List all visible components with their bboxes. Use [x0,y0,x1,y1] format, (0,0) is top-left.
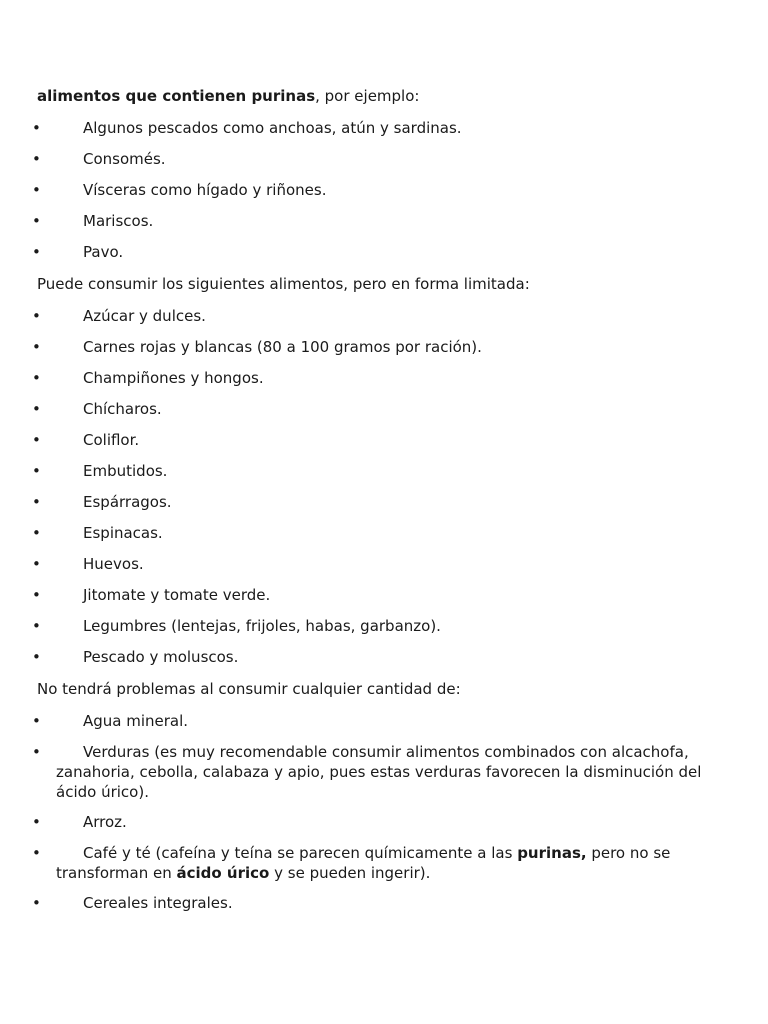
bullet-icon: • [32,743,41,761]
bold-term: purinas, [517,844,587,862]
section-intro-limited: Puede consumir los siguientes alimentos, pero en forma limitada: [37,275,530,293]
list-item: • Carnes rojas y blancas (80 a 100 gramos por ración). [32,338,482,356]
bold-term: ácido úrico [176,864,270,882]
bullet-icon: • [32,648,41,666]
bold-term: alimentos que contienen purinas [37,87,316,105]
list-item: • Verduras (es muy recomendable consumir alimentos combinados con alcachofa, zanahoria, cebolla, calabaza y apio, pues estas verduras favorecen la disminución del ácido úrico). [32,743,702,801]
bullet-icon: • [32,431,41,449]
list-item: • Vísceras como hígado y riñones. [32,181,327,199]
bullet-icon: • [32,462,41,480]
bullet-icon: • [32,813,41,831]
bullet-icon: • [32,555,41,573]
bullet-icon: • [32,369,41,387]
bullet-icon: • [32,181,41,199]
list-item: • Mariscos. [32,212,154,230]
list-item: • Espinacas. [32,524,163,542]
bullet-icon: • [32,524,41,542]
bullet-icon: • [32,712,41,730]
list-item: • Pescado y moluscos. [32,648,239,666]
list-item: • Jitomate y tomate verde. [32,586,271,604]
list-item: • Champiñones y hongos. [32,369,264,387]
bullet-icon: • [32,617,41,635]
list-item: • Arroz. [32,813,127,831]
list-item: • Café y té (cafeína y teína se parecen químicamente a las purinas, pero no se transforman en ácido úrico y se pueden ingerir). [32,844,671,882]
bullet-icon: • [32,119,41,137]
list-item: • Espárragos. [32,493,172,511]
list-item: • Consomés. [32,150,166,168]
bullet-icon: • [32,150,41,168]
bullet-icon: • [32,493,41,511]
bullet-icon: • [32,586,41,604]
bullet-icon: • [32,338,41,356]
list-item: • Azúcar y dulces. [32,307,206,325]
list-item: • Coliflor. [32,431,140,449]
list-item: • Embutidos. [32,462,168,480]
list-item: • Huevos. [32,555,144,573]
list-item: • Algunos pescados como anchoas, atún y sardinas. [32,119,462,137]
section-intro-unlimited: No tendrá problemas al consumir cualquier cantidad de: [37,680,461,698]
list-item: • Legumbres (lentejas, frijoles, habas, garbanzo). [32,617,441,635]
bullet-icon: • [32,844,41,862]
bullet-icon: • [32,243,41,261]
list-item: • Cereales integrales. [32,894,233,912]
list-item: • Pavo. [32,243,124,261]
bullet-icon: • [32,400,41,418]
list-item: • Chícharos. [32,400,162,418]
list-item: • Agua mineral. [32,712,189,730]
section-intro-purinas: alimentos que contienen purinas, por ejemplo: [37,87,420,105]
bullet-icon: • [32,212,41,230]
bullet-icon: • [32,894,41,912]
bullet-icon: • [32,307,41,325]
